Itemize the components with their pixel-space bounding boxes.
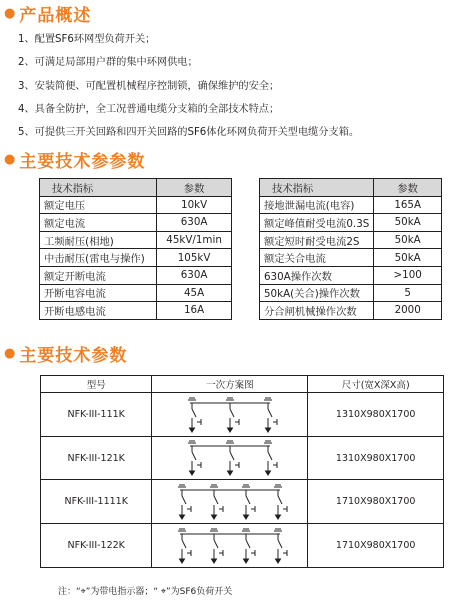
section-title: 主要技术参数 xyxy=(19,345,128,366)
table-row xyxy=(41,524,444,568)
table-row xyxy=(40,284,232,302)
bullet-icon: ● xyxy=(4,345,16,361)
section-overview-heading xyxy=(4,2,91,24)
param-value: 630A xyxy=(157,214,232,232)
param-value: 50kA xyxy=(374,231,442,249)
size-value: 1710X980X1700 xyxy=(308,480,444,524)
param-name: 50kA(关合)操作次数 xyxy=(260,284,374,302)
param-value: 45A xyxy=(157,284,232,302)
column-header: 参数 xyxy=(374,179,442,197)
param-name: 额定关合电流 xyxy=(260,249,374,267)
table-row xyxy=(260,266,442,284)
bullet-icon: ● xyxy=(4,5,16,21)
column-header: 技术指标 xyxy=(40,179,157,197)
table-row xyxy=(260,231,442,249)
table-row xyxy=(41,393,444,437)
param-value: 10kV xyxy=(157,196,232,214)
param-value: 50kA xyxy=(374,249,442,267)
table-row xyxy=(40,231,232,249)
column-header: 型号 xyxy=(41,376,152,393)
table-row xyxy=(260,249,442,267)
table-row xyxy=(40,196,232,214)
scheme-diagram xyxy=(152,393,308,437)
table-row xyxy=(260,284,442,302)
model-name: NFK-III-1111K xyxy=(41,480,152,524)
single-line-diagram xyxy=(188,441,277,475)
overview-item: 1、配置SF6环网型负荷开关； xyxy=(18,34,156,45)
section-schemes-heading xyxy=(4,342,127,364)
param-value: 105kV xyxy=(157,249,232,267)
column-header: 技术指标 xyxy=(260,179,374,197)
bullet-icon: ● xyxy=(4,151,16,167)
param-name: 开断电容电流 xyxy=(40,284,157,302)
scheme-diagram xyxy=(152,437,308,480)
single-line-diagram xyxy=(178,529,287,563)
param-name: 接地泄漏电流(电容) xyxy=(260,196,374,214)
param-name: 额定电流 xyxy=(40,214,157,232)
model-name: NFK-III-122K xyxy=(41,524,152,568)
param-name: 额定电压 xyxy=(40,196,157,214)
column-header: 参数 xyxy=(157,179,232,197)
model-name: NFK-III-111K xyxy=(41,393,152,437)
overview-list xyxy=(18,28,463,144)
single-line-diagram xyxy=(188,398,277,432)
single-line-diagram xyxy=(178,485,287,519)
section-title: 主要技术参参数 xyxy=(19,151,146,172)
section-title: 产品概述 xyxy=(19,5,92,26)
param-value: 5 xyxy=(374,284,442,302)
overview-item: 3、安装简便、可配置机械程序控制锁，确保维护的安全； xyxy=(18,80,280,92)
params-table-right xyxy=(259,178,442,320)
table-row xyxy=(40,214,232,232)
param-value: 2000 xyxy=(374,302,442,320)
param-name: 额定短时耐受电流2S xyxy=(260,231,374,249)
size-value: 1310X980X1700 xyxy=(308,393,444,437)
param-value: 16A xyxy=(157,302,232,320)
section-params-heading xyxy=(4,148,145,170)
table-row xyxy=(260,196,442,214)
scheme-diagram xyxy=(152,524,308,568)
size-value: 1710X980X1700 xyxy=(308,524,444,568)
overview-item: 5、可提供三开关回路和四开关回路的SF6体化环网负荷开关型电缆分支箱。 xyxy=(18,127,360,139)
size-value: 1310X980X1700 xyxy=(308,437,444,480)
column-header: 尺寸(宽X深X高) xyxy=(308,376,444,393)
column-header: 一次方案图 xyxy=(152,376,308,393)
table-row xyxy=(260,214,442,232)
param-value: 50kA xyxy=(374,214,442,232)
param-name: 分合闸机械操作次数 xyxy=(260,302,374,320)
param-value: >100 xyxy=(374,266,442,284)
param-value: 165A xyxy=(374,196,442,214)
params-table-left xyxy=(39,178,232,320)
param-name: 中击耐压(雷电与操作) xyxy=(40,249,157,267)
param-name: 工频耐压(相地) xyxy=(40,231,157,249)
param-value: 45kV/1min xyxy=(157,231,232,249)
table-row xyxy=(40,266,232,284)
model-name: NFK-III-121K xyxy=(41,437,152,480)
table-row xyxy=(41,480,444,524)
table-row xyxy=(41,437,444,480)
table-row xyxy=(40,249,232,267)
scheme-diagram xyxy=(152,480,308,524)
param-value: 630A xyxy=(157,266,232,284)
overview-item: 4、具备全防护，全工况普通电缆分支箱的全部技术特点； xyxy=(18,103,280,115)
param-name: 额定峰值耐受电流0.3S xyxy=(260,214,374,232)
param-name: 630A操作次数 xyxy=(260,266,374,284)
schemes-table xyxy=(40,375,444,568)
overview-item: 2、可满足局部用户群的集中环网供电； xyxy=(18,57,198,69)
footnote: 注：“⌖”为带电指示器；“ ⌖”为SF6负荷开关 xyxy=(58,587,233,597)
table-row xyxy=(40,302,232,320)
param-name: 额定开断电流 xyxy=(40,266,157,284)
table-row xyxy=(260,302,442,320)
param-name: 开断电感电流 xyxy=(40,302,157,320)
